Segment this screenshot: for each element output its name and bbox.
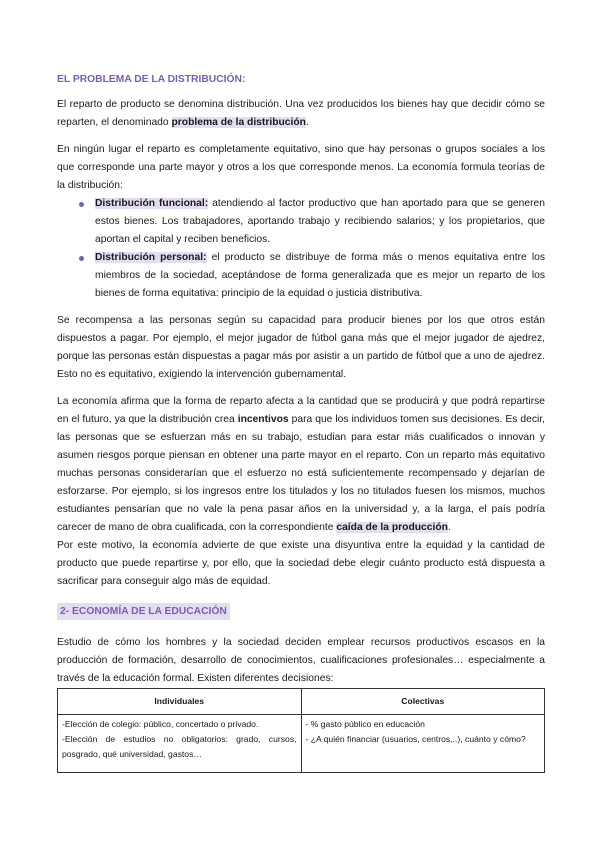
distribution-theory-list [57,195,545,303]
document-page [57,70,545,773]
section-title-distribucion: EL PROBLEMA DE LA DISTRIBUCIÓN: [57,74,246,85]
decisions-table [57,688,545,773]
paragraph-educacion: Estudio de cómo los hombres y la sociedad deciden emplear recursos productivos escasos en la producción de formación, desarrollo de conocimientos, cualificaciones profesionales… especialmente a través de la educación formal. Existen diferentes decisiones: [57,637,545,684]
term-funcional: Distribución funcional: [95,198,209,209]
text: . [447,522,451,533]
header-individuales: Individuales [58,689,302,715]
text: La economía afirma que la forma de reparto afecta a la cantidad que se producirá y que podrá repartirse en el futuro, ya que la distribución crea [57,396,545,425]
paragraph-incentivos [57,393,545,537]
text: para que los individuos tomen sus decisiones. Es decir, las personas que se esfuerzan más en su trabajo, estudian para estar más cualificados o innovan y asumen riesgos porque piensan en obtener una parte mayor en el reparto. Con un reparto más equitativo muchas personas considerarían que el esfuerzo no está suficientemente recompensado y dejarían de esforzarse. Por ejemplo, si los ingresos entre los titulados y los no titulados fuesen los mismos, muchos estudiantes pensarían que no vale la pena pasar años en la universidad y, a la larga, el país podría carecer de mano de obra cualificada, con la correspondiente [57,414,545,533]
text: atendiendo al factor productivo que han aportado para que se generen estos bienes. Los trabajadores, aportando trabajo y recibiendo salarios; y los propietarios, que aportan el capital y reciben beneficios. [95,198,545,245]
table-header-row [58,689,545,715]
table-row [58,715,545,773]
paragraph-equitativo: En ningún lugar el reparto es completamente equitativo, sino que hay personas o grupos sociales a los que corresponde una parte mayor y otros a los que corresponde menos. La economía formula teorías de la distribución: [57,144,545,191]
paragraph-recompensa: Se recompensa a las personas según su capacidad para producir bienes por los que otros están dispuestos a pagar. Por ejemplo, el mejor jugador de fútbol gana más que el mejor jugador de ajedrez, porque las personas están dispuestas a pagar más por asistir a un partido de fútbol que a uno de ajedrez. Esto no es equitativo, exigiendo la intervención gubernamental. [57,315,545,380]
text: . [305,117,309,128]
bullet-icon [79,202,84,207]
paragraph-reparto [57,96,545,132]
paragraph-disyuntiva: Por este motivo, la economía advierte de que existe una disyuntiva entre la equidad y la cantidad de producto que puede repartirse y, por ello, que la sociedad debe elegir cuánto producto está dispuesta a sacrificar para conseguir algo más de equidad. [57,540,545,587]
text: El reparto de producto se denomina distribución. Una vez producidos los bienes hay que decidir cómo se reparten, el denominado [57,99,545,128]
bold-incentivos: incentivos [237,414,289,425]
cell-line: -Elección de colegio: público, concertado o privado. [62,719,259,729]
header-colectivas: Colectivas [301,689,545,715]
section-title-educacion: 2- ECONOMÍA DE LA EDUCACIÓN [57,603,230,620]
term-personal: Distribución personal: [95,252,207,263]
cell-individuales [58,715,302,773]
cell-line: -Elección de estudios no obligatorios: grado, cursos, posgrado, qué universidad, gastos… [62,734,297,759]
list-item [95,195,545,249]
bullet-icon [79,256,84,261]
highlight-caida: caída de la producción [336,522,448,533]
list-item [95,249,545,303]
cell-colectivas [301,715,545,773]
text: el producto se distribuye de forma más o menos equitativa entre los miembros de la sociedad, aceptándose de forma generalizada que es mejor un reparto de los bienes de forma equitativa: principio de la equidad o justicia distributiva. [95,252,545,299]
highlight-problema: problema de la distribución [171,117,306,128]
cell-line: - % gasto público en educación [305,719,425,729]
cell-line: - ¿A quién financiar (usuarios, centros,..), cuánto y cómo? [305,734,526,744]
